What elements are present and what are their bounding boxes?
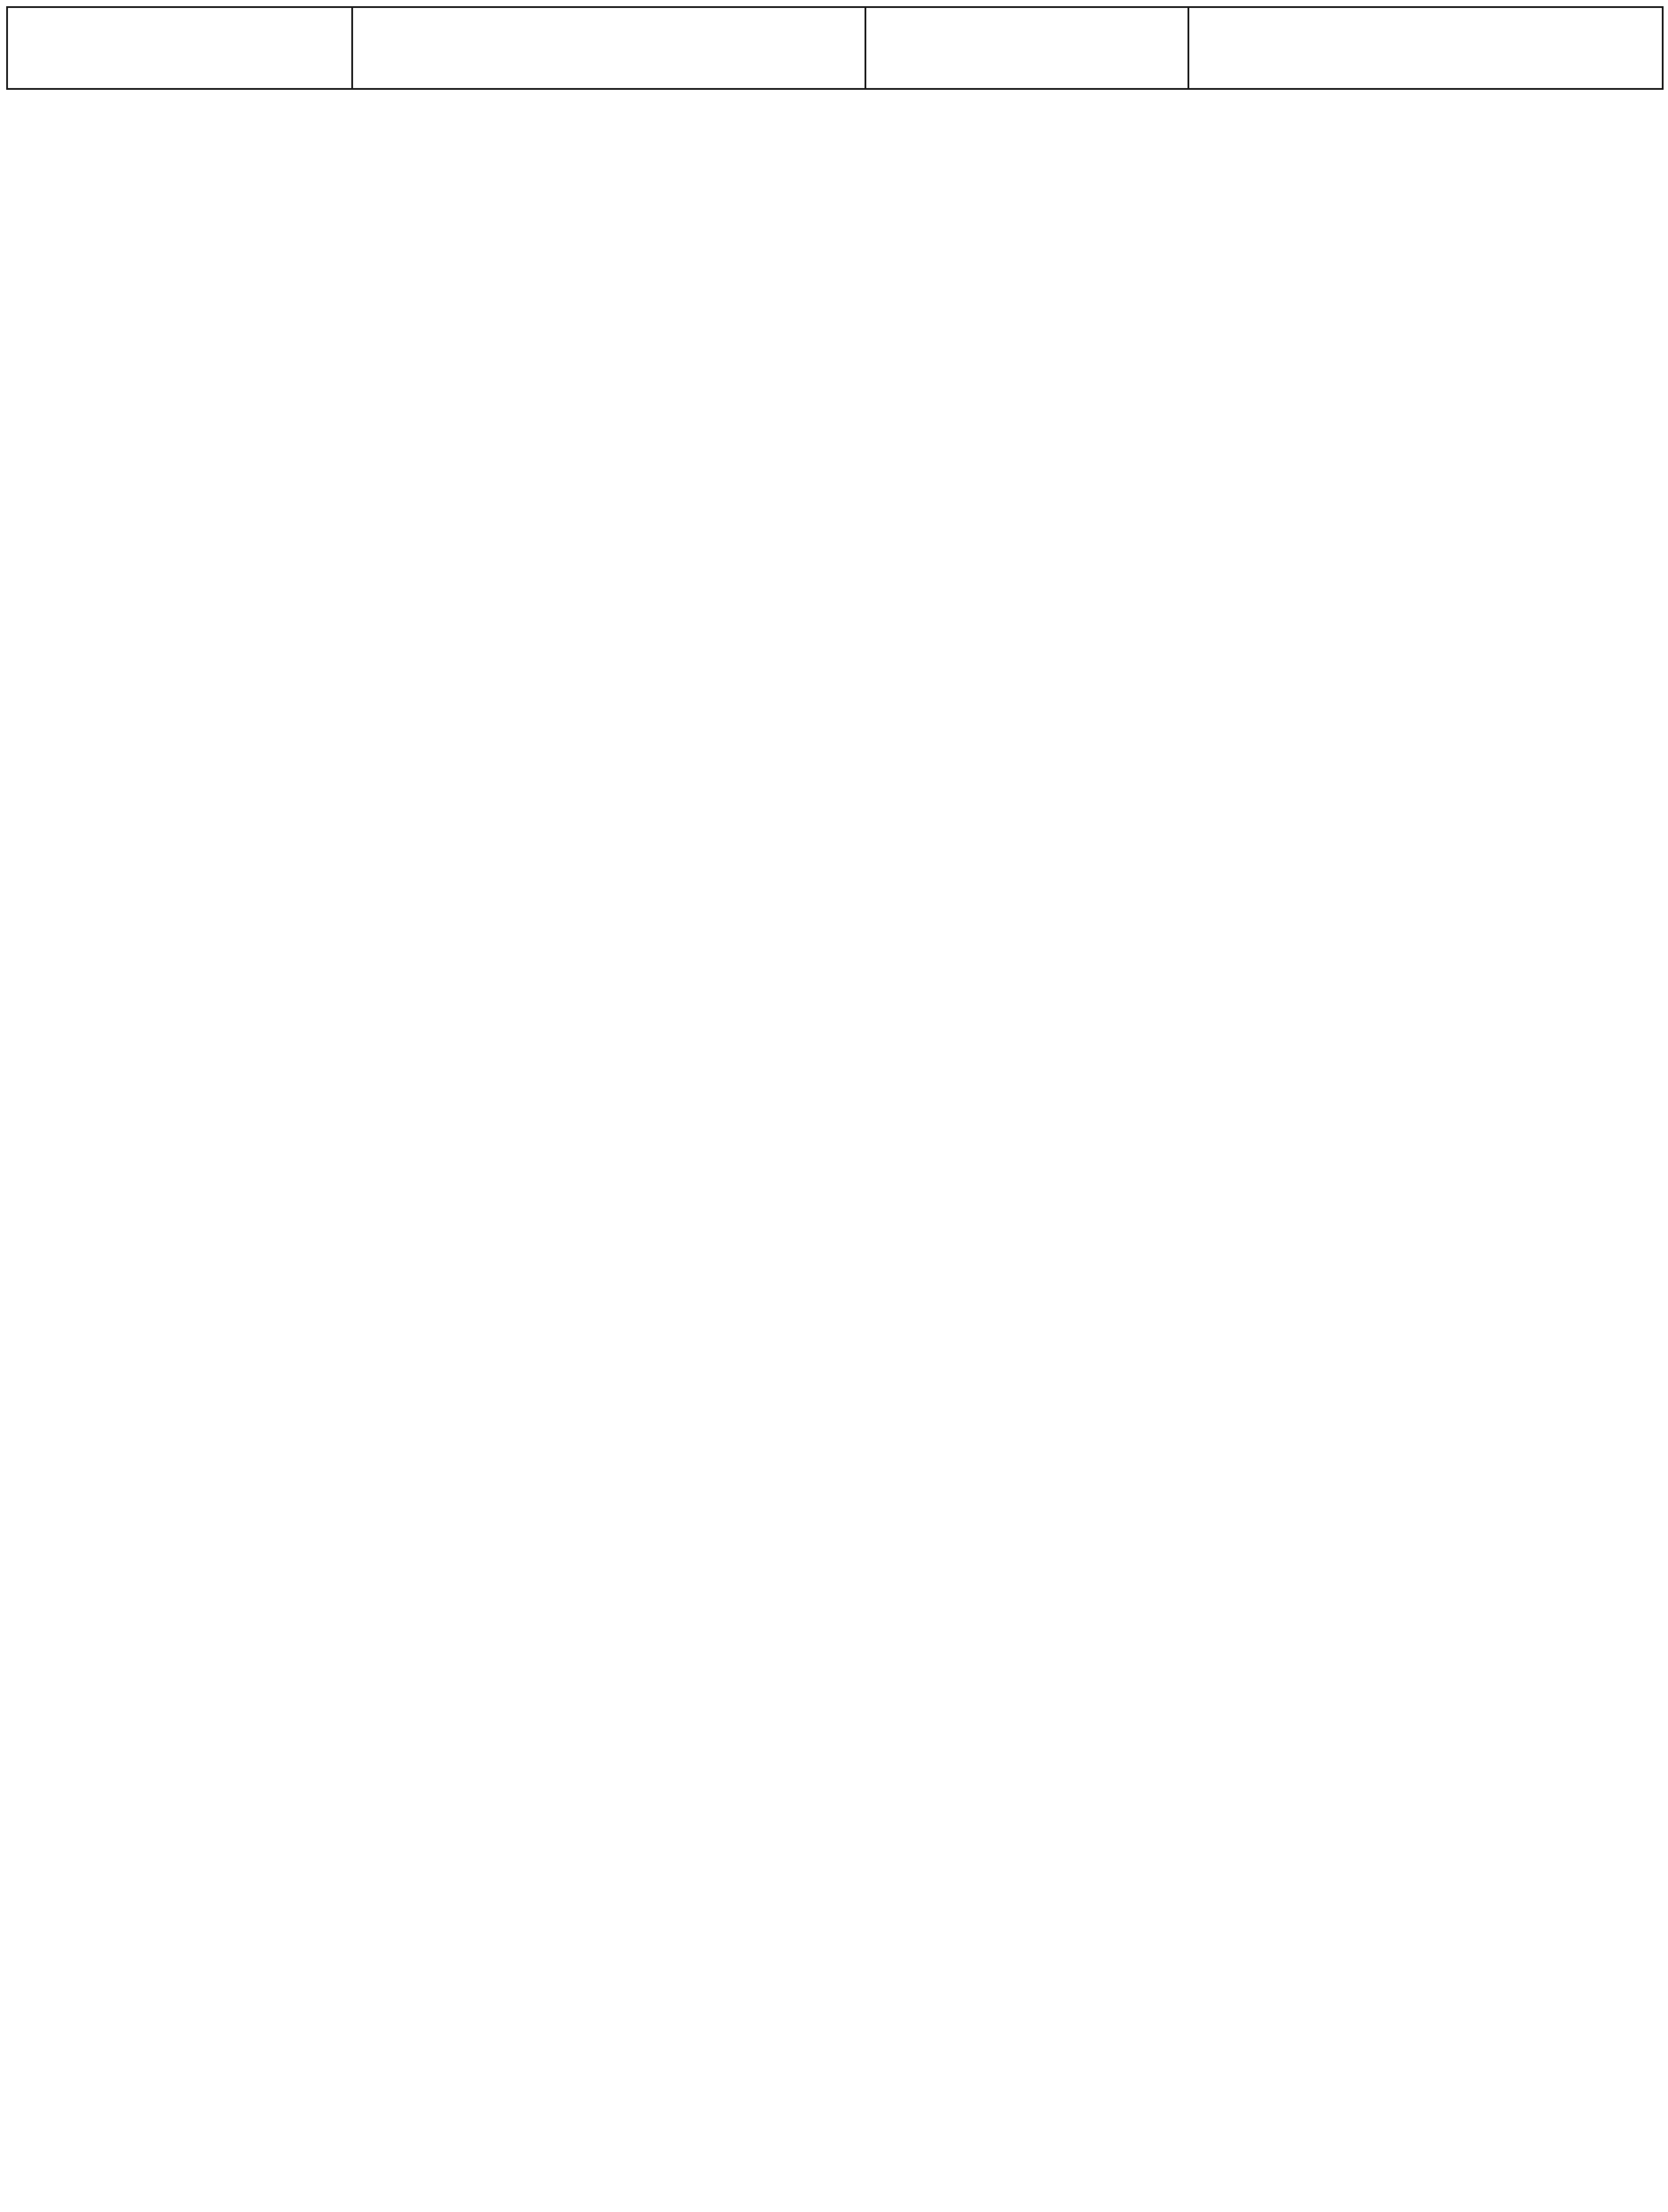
header-phone [865,7,1188,89]
staff-directory-table [6,6,1664,90]
header-role [352,7,865,89]
header-name [7,7,352,89]
header-row [7,7,1663,89]
header-office [1188,7,1663,89]
